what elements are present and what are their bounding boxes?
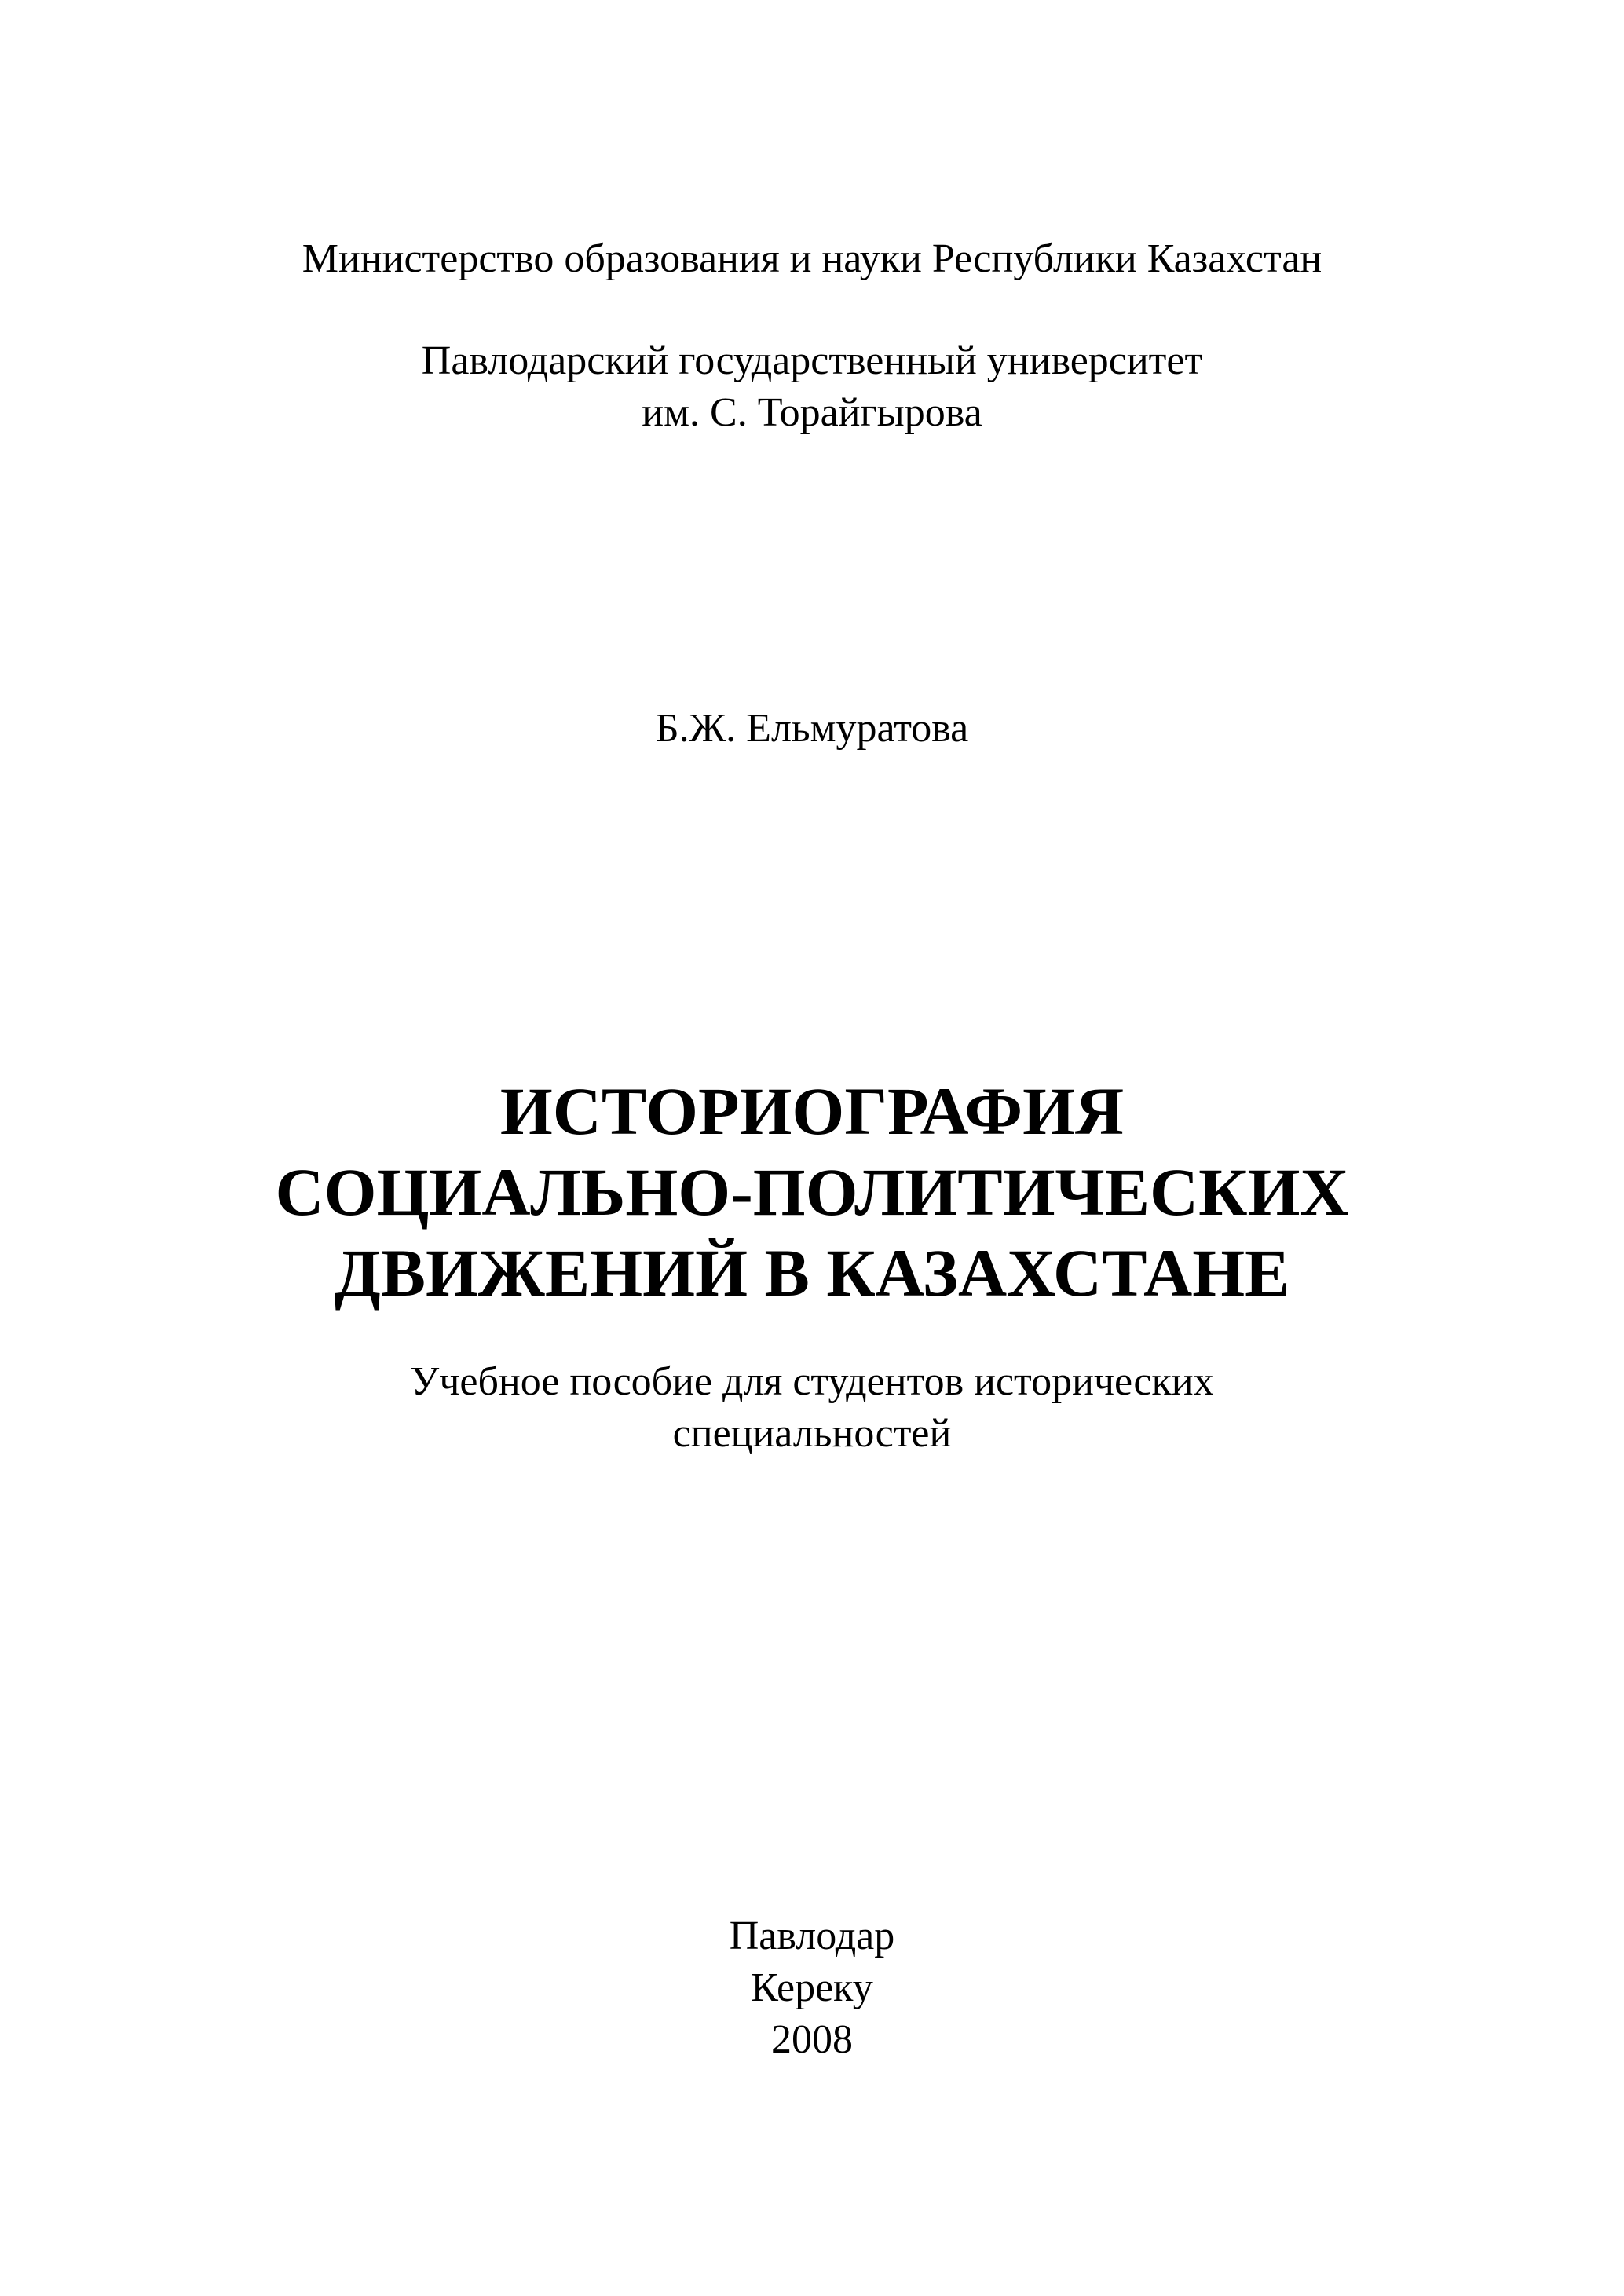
book-title-line-1: ИСТОРИОГРАФИЯ — [499, 1073, 1125, 1149]
university-name-line-1: Павлодарский государственный университет — [421, 338, 1203, 383]
book-title-line-2: СОЦИАЛЬНО-ПОЛИТИЧЕСКИХ — [275, 1154, 1349, 1230]
ministry-name: Министерство образования и науки Республики Казахстан — [302, 236, 1322, 281]
imprint-city: Павлодар — [729, 1914, 895, 1958]
author-name: Б.Ж. Ельмуратова — [655, 706, 969, 751]
imprint-year: 2008 — [771, 2017, 853, 2062]
book-title-line-3: ДВИЖЕНИЙ В КАЗАХСТАНЕ — [334, 1235, 1290, 1311]
subtitle-line-2: специальностей — [672, 1411, 952, 1456]
subtitle-line-1: Учебное пособие для студентов исторических — [410, 1359, 1214, 1404]
university-name-line-2: им. С. Торайгырова — [642, 390, 982, 435]
imprint-publisher: Кереку — [751, 1965, 873, 2010]
